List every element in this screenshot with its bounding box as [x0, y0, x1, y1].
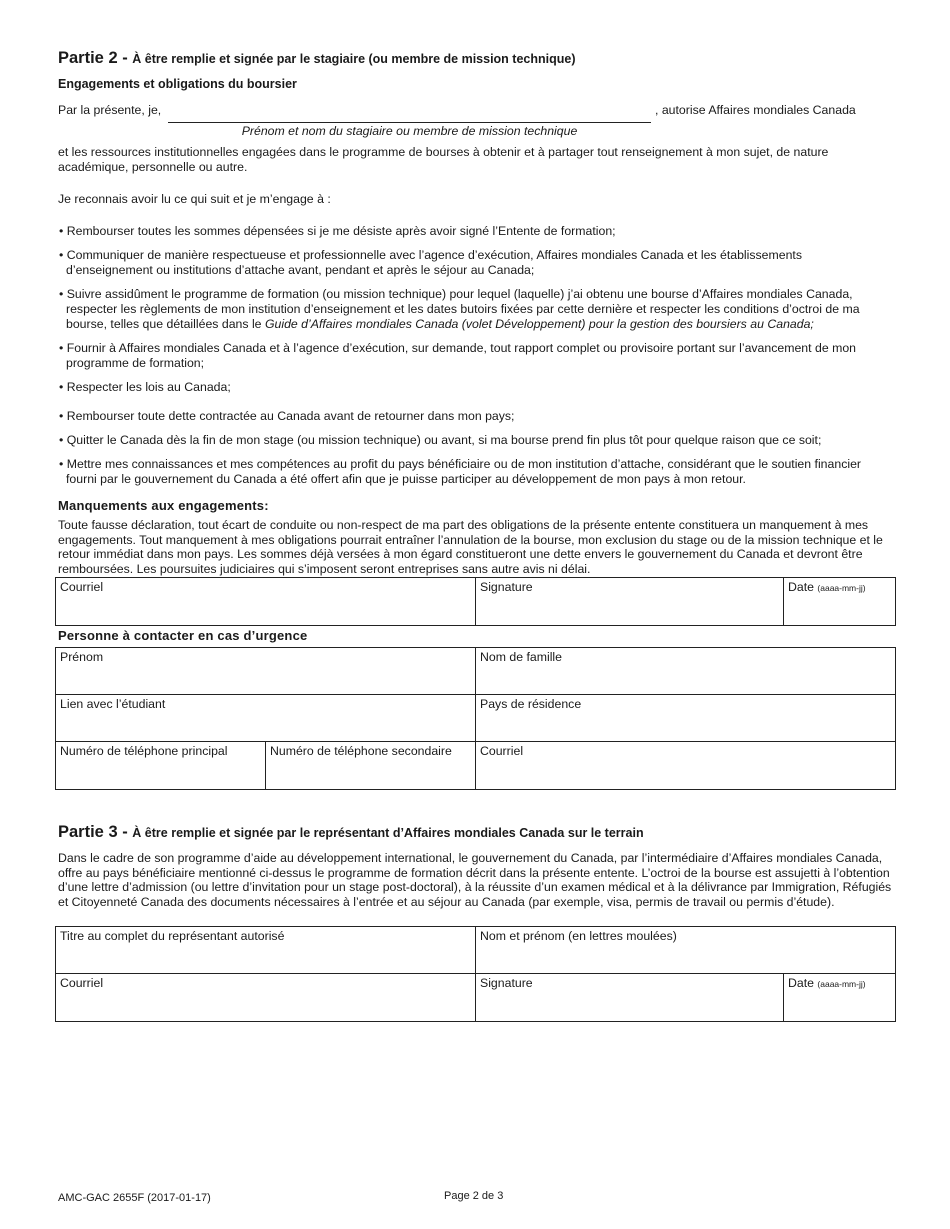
breach-text: Toute fausse déclaration, tout écart de conduite ou non-respect de ma part des obligations de la présente entente constituera un manquement à mes engagements. Tout manquement à mes obligations pourrait entraîner l’annulation de la bourse, mon exclusion du stage ou de la mission technique et le retour immédiat dans mon pays. Les sommes déjà versées à mon égard constitueront une dette envers le gouvernement du Canada et devront être remboursées. Les poursuites judiciaires qui s’imposent seront entreprises sans autre avis ni délai.: [58, 518, 883, 576]
form-id: AMC-GAC 2655F (2017-01-17): [58, 1192, 211, 1204]
representative-table: [55, 926, 896, 1022]
emergency-title: Personne à contacter en cas d’urgence: [58, 628, 308, 643]
acknowledge-text: Je reconnais avoir lu ce qui suit et je m’engage à :: [58, 192, 331, 206]
field-label: Courriel: [480, 744, 524, 758]
field-label: Date: [788, 580, 814, 594]
representative-title-field[interactable]: [56, 927, 476, 974]
emergency-phone1-field[interactable]: [56, 742, 266, 790]
bullet-item: • Respecter les lois au Canada;: [59, 380, 231, 394]
trainee-signature-field[interactable]: [476, 578, 784, 626]
part3-label: Partie 3 -: [58, 823, 128, 841]
trainee-email-field[interactable]: [56, 578, 476, 626]
representative-email-field[interactable]: [56, 974, 476, 1022]
representative-date-field[interactable]: [784, 974, 896, 1022]
emergency-relation-field[interactable]: [56, 695, 476, 742]
name-caption: Prénom et nom du stagiaire ou membre de mission technique: [241, 124, 578, 138]
emergency-country-field[interactable]: [476, 695, 896, 742]
guide-reference: Guide d’Affaires mondiales Canada (volet Développement) pour la gestion des boursiers au Canada;: [264, 317, 814, 331]
field-label: Date: [788, 976, 814, 990]
bullet-item: • Quitter le Canada dès la fin de mon stage (ou mission technique) ou avant, si ma bourse prend fin plus tôt pour quelque raison que ce soit;: [59, 433, 822, 447]
field-label: Prénom: [60, 650, 104, 664]
field-label: Nom de famille: [480, 650, 563, 664]
part3-heading: [58, 823, 644, 842]
field-label: Courriel: [60, 580, 104, 594]
part2-heading: [58, 49, 576, 68]
breach-title: Manquements aux engagements:: [58, 498, 269, 513]
field-label: Numéro de téléphone principal: [60, 744, 228, 758]
field-label: Courriel: [60, 976, 104, 990]
field-label: Lien avec l’étudiant: [60, 697, 166, 711]
intro-left: Par la présente, je,: [58, 103, 162, 117]
emergency-phone2-field[interactable]: [266, 742, 476, 790]
intro-continuation: et les ressources institutionnelles engagées dans le programme de bourses à obtenir et à partager tout renseignement à mon sujet, de nature académique, personnelle ou autre.: [58, 145, 829, 174]
intro-right: , autorise Affaires mondiales Canada: [655, 103, 856, 117]
bullet-item: • Communiquer de manière respectueuse et professionnelle avec l’agence d’exécution, Affaires mondiales Canada et les établissements d’enseignement ou institutions d’attache avant, pendant et après le séjour au Canada;: [59, 248, 803, 277]
trainee-name-field[interactable]: [168, 104, 651, 123]
date-format-hint: (aaaa-mm-jj): [817, 583, 866, 593]
bullet-item: • Rembourser toutes les sommes dépensées si je me désiste après avoir signé l’Entente de formation;: [59, 224, 616, 238]
bullet-item: • Fournir à Affaires mondiales Canada et à l’agence d’exécution, sur demande, tout rapport complet ou provisoire portant sur l’avancement de mon programme de formation;: [59, 341, 856, 370]
bullet3-text: • Suivre assidûment le programme de formation (ou mission technique) pour lequel (laquelle) j’ai obtenu une bourse d’Affaires mondiales Canada, respecter les règlements de mon institution d’enseignement et les dates butoirs fixées par cette dernière et respecter les conditions d’octroi de ma bourse, telles que détaillées dans le: [59, 287, 860, 331]
emergency-last-name-field[interactable]: [476, 648, 896, 695]
field-label: Titre au complet du représentant autorisé: [60, 929, 285, 943]
representative-signature-field[interactable]: [476, 974, 784, 1022]
field-label: Numéro de téléphone secondaire: [270, 744, 452, 758]
section-title-engagements: Engagements et obligations du boursier: [58, 77, 297, 91]
emergency-email-field[interactable]: [476, 742, 896, 790]
field-label: Pays de résidence: [480, 697, 582, 711]
field-label: Signature: [480, 580, 533, 594]
emergency-contact-table: [55, 647, 896, 790]
field-label: Signature: [480, 976, 533, 990]
part3-text: Dans le cadre de son programme d’aide au développement international, le gouvernement du Canada, par l’intermédiaire d’Affaires mondiales Canada, offre au pays bénéficiaire mentionné ci-dessus le programme de formation décrit dans la présente entente. L’octroi de la bourse est assujetti à l’obtention d’une lettre d’admission (ou lettre d’invitation pour un stage post-doctoral), à la réussite d’un examen médical et à la délivrance par Immigration, Réfugiés et Citoyenneté Canada des documents nécessaires à l’entrée et au séjour au Canada (par exemple, visa, permis de travail ou permis d’étude).: [58, 851, 892, 909]
date-format-hint: (aaaa-mm-jj): [817, 979, 866, 989]
page-number: Page 2 de 3: [444, 1190, 504, 1202]
field-label: Nom et prénom (en lettres moulées): [480, 929, 677, 943]
representative-name-field[interactable]: [476, 927, 896, 974]
bullet-item: • Rembourser toute dette contractée au Canada avant de retourner dans mon pays;: [59, 409, 515, 423]
part3-subtitle: À être remplie et signée par le représentant d’Affaires mondiales Canada sur le terrain: [132, 826, 644, 840]
bullet-item: [58, 287, 888, 332]
emergency-first-name-field[interactable]: [56, 648, 476, 695]
trainee-signature-table: [55, 577, 896, 626]
part2-subtitle: À être remplie et signée par le stagiaire (ou membre de mission technique): [132, 52, 576, 66]
part2-label: Partie 2 -: [58, 49, 128, 67]
trainee-date-field[interactable]: [784, 578, 896, 626]
bullet-item: • Mettre mes connaissances et mes compétences au profit du pays bénéficiaire ou de mon institution d’attache, considérant que le soutien financier fourni par le gouvernement du Canada a été offert afin que je puisse participer au développement de mon pays à mon retour.: [59, 457, 862, 486]
